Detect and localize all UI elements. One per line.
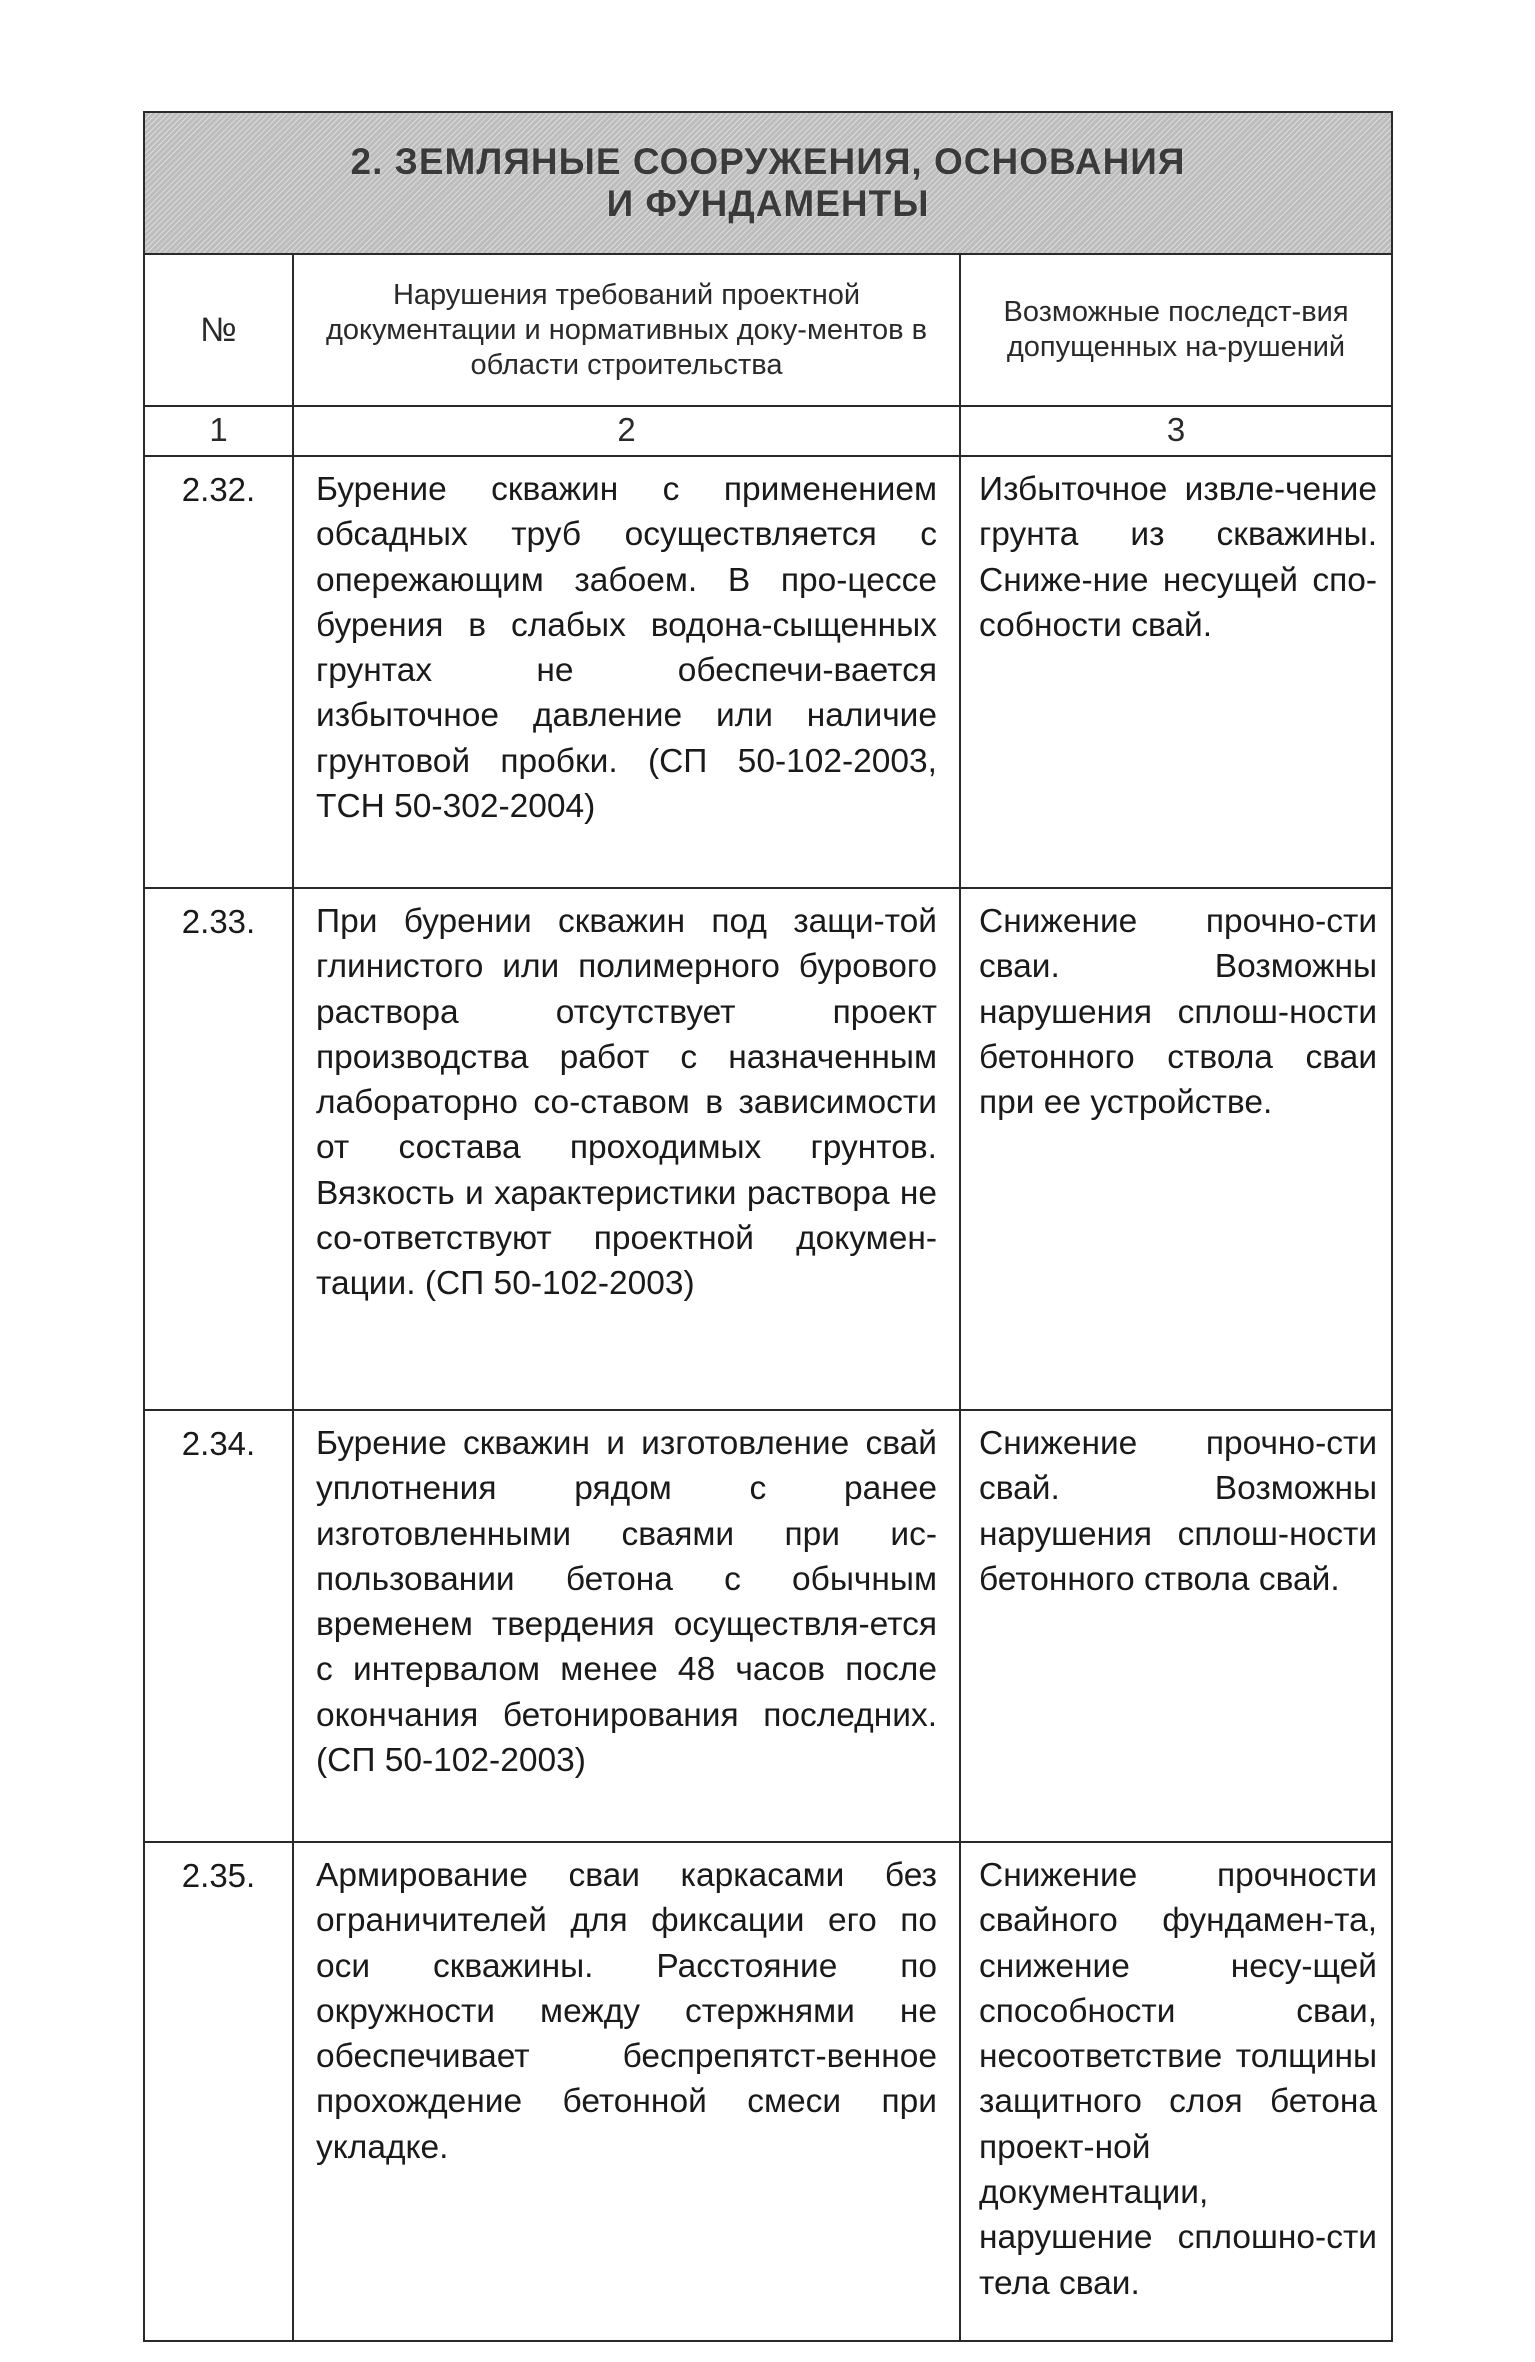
row-number: 2.34. [144, 1410, 293, 1842]
header-number: № [144, 254, 293, 406]
row-violation: При бурении скважин под защи-той глинистого или полимерного бурового раствора отсутствует проект производства работ с назначенным лабораторно со-ставом в зависимости от состава проходимых грунтов. Вязкость и характеристики раствора не со-ответствуют проектной докумен-тации. (СП 50-102-2003) [293, 888, 960, 1410]
header-consequences: Возможные последст-вия допущенных на-рушений [960, 254, 1392, 406]
table-row [144, 456, 1392, 888]
row-number: 2.33. [144, 888, 293, 1410]
column-index-3: 3 [960, 406, 1392, 456]
row-number: 2.32. [144, 456, 293, 888]
row-number: 2.35. [144, 1842, 293, 2341]
table-header-row [144, 254, 1392, 406]
table-row [144, 1842, 1392, 2341]
row-violation: Бурение скважин с применением обсадных труб осуществляется с опережающим забоем. В про-цессе бурения в слабых водона-сыщенных грунтах не обеспечи-вается избыточное давление или наличие грунтовой пробки. (СП 50-102-2003, ТСН 50-302-2004) [293, 456, 960, 888]
section-title-line1: 2. ЗЕМЛЯНЫЕ СООРУЖЕНИЯ, ОСНОВАНИЯ [350, 141, 1186, 182]
column-index-1: 1 [144, 406, 293, 456]
column-index-row [144, 406, 1392, 456]
row-consequence: Избыточное извле-чение грунта из скважины. Сниже-ние несущей спо-собности свай. [960, 456, 1392, 888]
section-title-row [144, 112, 1392, 254]
section-title [144, 112, 1392, 254]
row-consequence: Снижение прочности свайного фундамен-та, снижение несу-щей способности сваи, несоответствие толщины защитного слоя бетона проект-ной документации, нарушение сплошно-сти тела сваи. [960, 1842, 1392, 2341]
violations-table [143, 111, 1393, 2342]
row-consequence: Снижение прочно-сти сваи. Возможны нарушения сплош-ности бетонного ствола сваи при ее устройстве. [960, 888, 1392, 1410]
row-violation: Армирование сваи каркасами без ограничителей для фиксации его по оси скважины. Расстояние по окружности между стержнями не обеспечивает беспрепятст-венное прохождение бетонной смеси при укладке. [293, 1842, 960, 2341]
row-violation: Бурение скважин и изготовление свай уплотнения рядом с ранее изготовленными сваями при ис-пользовании бетона с обычным временем твердения осуществля-ется с интервалом менее 48 часов после окончания бетонирования последних. (СП 50-102-2003) [293, 1410, 960, 1842]
column-index-2: 2 [293, 406, 960, 456]
table-row [144, 888, 1392, 1410]
row-consequence: Снижение прочно-сти свай. Возможны нарушения сплош-ности бетонного ствола свай. [960, 1410, 1392, 1842]
header-violations: Нарушения требований проектной документации и нормативных доку-ментов в области строительства [293, 254, 960, 406]
section-title-line2: И ФУНДАМЕНТЫ [606, 183, 930, 224]
table-row [144, 1410, 1392, 1842]
